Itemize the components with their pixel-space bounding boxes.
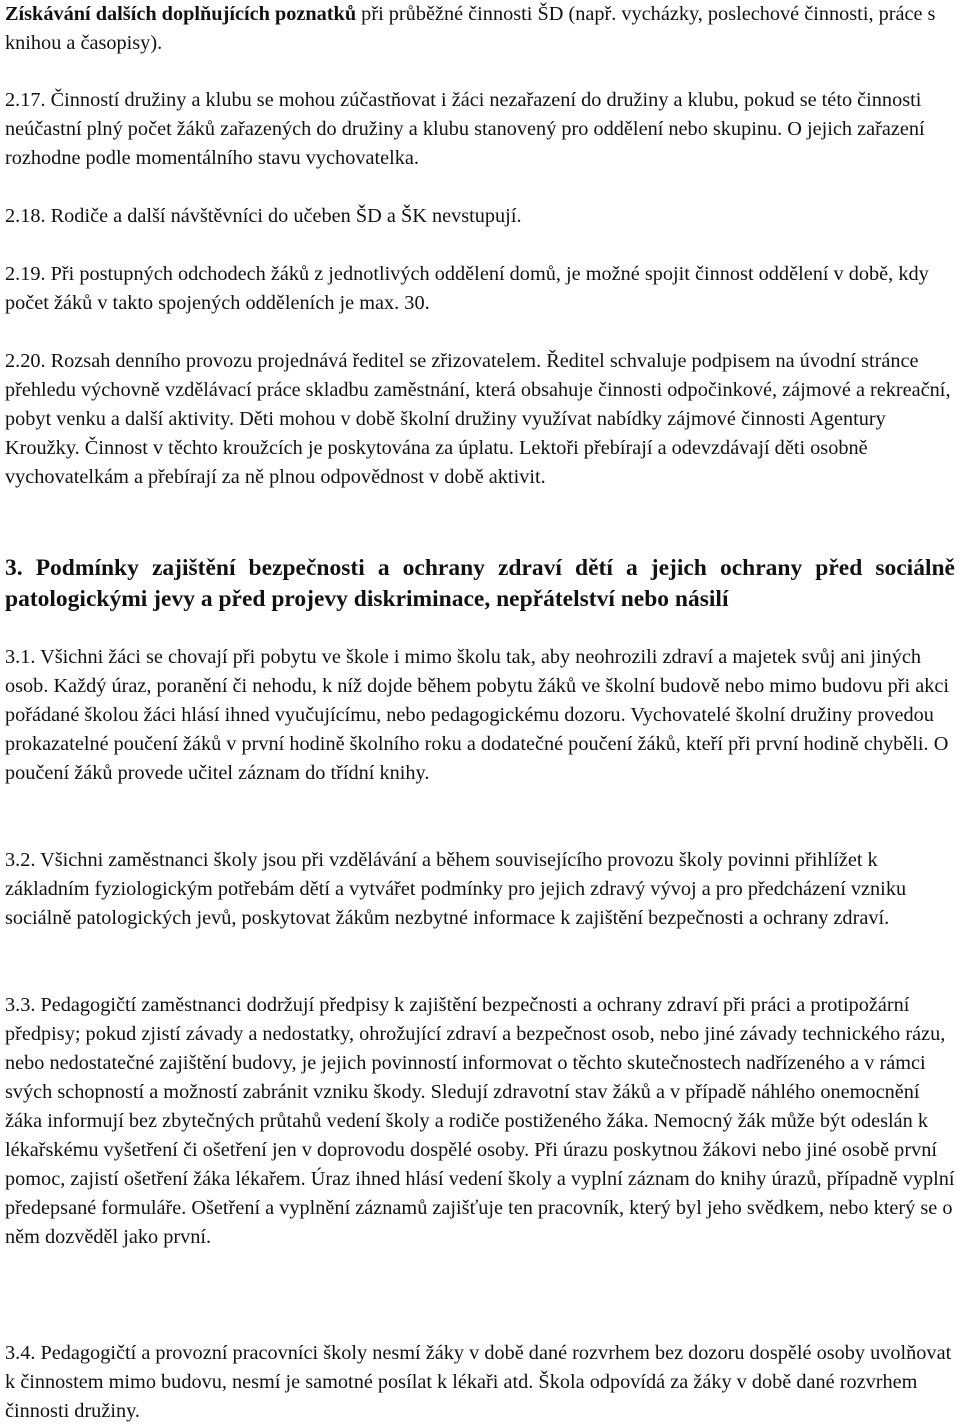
paragraph-2-20: 2.20. Rozsah denního provozu projednává ředitel se zřizovatelem. Ředitel schvaluje podpisem na úvodní stránce přehledu výchovně vzdělávací práce skladbu zaměstnání, která obsahuje činnosti odpočinkové, zájmové a rekreační, pobyt venku a další aktivity. Děti mohou v době školní družiny využívat nabídky zájmové činnosti Agentury Kroužky. Činnost v těchto kroužcích je poskytována za úplatu. Lektoři přebírají a odevzdávají děti osobně vychovatelkám a přebírají za ně plnou odpovědnost v době aktivit.	[5, 350, 951, 488]
paragraph-3-4: 3.4. Pedagogičtí a provozní pracovníci školy nesmí žáky v době dané rozvrhem bez dozoru dospělé osoby uvolňovat k činnostem mimo budovu, nesmí je samotné posílat k lékaři atd. Škola odpovídá za žáky v době dané rozvrhem činnosti družiny.	[5, 1342, 952, 1422]
paragraph-intro	[5, 0, 955, 58]
paragraph-3-1: 3.1. Všichni žáci se chovají při pobytu ve škole i mimo školu tak, aby neohrozili zdraví a majetek svůj ani jiných osob. Každý úraz, poranění či nehodu, k níž dojde během pobytu žáků ve školní budově nebo mimo budovu při akci pořádané školou žáci hlásí ihned vyučujícímu, nebo pedagogickému dozoru. Vychovatelé školní družiny provedou prokazatelné poučení žáků v první hodině školního roku a dodatečné poučení žáků, kteří při první hodině chyběli. O poučení žáků provede učitel záznam do třídní knihy.	[5, 646, 949, 784]
paragraph-intro-text: při průběžné činnosti ŠD (např. vycházky, poslechové činnosti, práce s knihou a časopisy).	[5, 3, 936, 54]
paragraph-2-17: 2.17. Činností družiny a klubu se mohou zúčastňovat i žáci nezařazení do družiny a klubu, pokud se této činnosti neúčastní plný počet žáků zařazených do družiny a klubu stanovený pro oddělení nebo skupinu. O jejich zařazení rozhodne podle momentálního stavu vychovatelka.	[5, 89, 925, 169]
section-heading-3: 3. Podmínky zajištění bezpečnosti a ochrany zdraví dětí a jejich ochrany před sociálně patologickými jevy a před projevy diskriminace, nepřátelství nebo násilí	[5, 555, 955, 612]
paragraph-intro-bold: Získávání dalších doplňujících poznatků	[5, 3, 357, 25]
paragraph-2-19: 2.19. Při postupných odchodech žáků z jednotlivých oddělení domů, je možné spojit činnost oddělení v době, kdy počet žáků v takto spojených odděleních je max. 30.	[5, 263, 929, 314]
paragraph-3-3: 3.3. Pedagogičtí zaměstnanci dodržují předpisy k zajištění bezpečnosti a ochrany zdraví při práci a protipožární předpisy; pokud zjistí závady a nedostatky, ohrožující zdraví a bezpečnost osob, nebo jiné závady technického rázu, nebo nedostatečné zajištění budovy, je jejich povinností informovat o těchto skutečnostech nadřízeného a v rámci svých schopností a možností zabránit vzniku škody. Sledují zdravotní stav žáků a v případě náhlého onemocnění žáka informují bez zbytečných průtahů vedení školy a rodiče postiženého žáka. Nemocný žák může být odeslán k lékařskému vyšetření či ošetření jen v doprovodu dospělé osoby. Při úrazu poskytnou žákovi nebo jiné osobě první pomoc, zajistí ošetření žáka lékařem. Úraz ihned hlásí vedení školy a vyplní záznam do knihy úrazů, případně vyplní předepsané formuláře. Ošetření a vyplnění záznamů zajišťuje ten pracovník, který byl jeho svědkem, nebo který se o něm dozvěděl jako první.	[5, 994, 955, 1248]
paragraph-3-2: 3.2. Všichni zaměstnanci školy jsou při vzdělávání a během souvisejícího provozu školy povinni přihlížet k základním fyziologickým potřebám dětí a vytvářet podmínky pro jejich zdravý vývoj a pro předcházení vzniku sociálně patologických jevů, poskytovat žákům nezbytné informace k zajištění bezpečnosti a ochrany zdraví.	[5, 849, 907, 929]
paragraph-2-18: 2.18. Rodiče a další návštěvníci do učeben ŠD a ŠK nevstupují.	[5, 205, 522, 227]
